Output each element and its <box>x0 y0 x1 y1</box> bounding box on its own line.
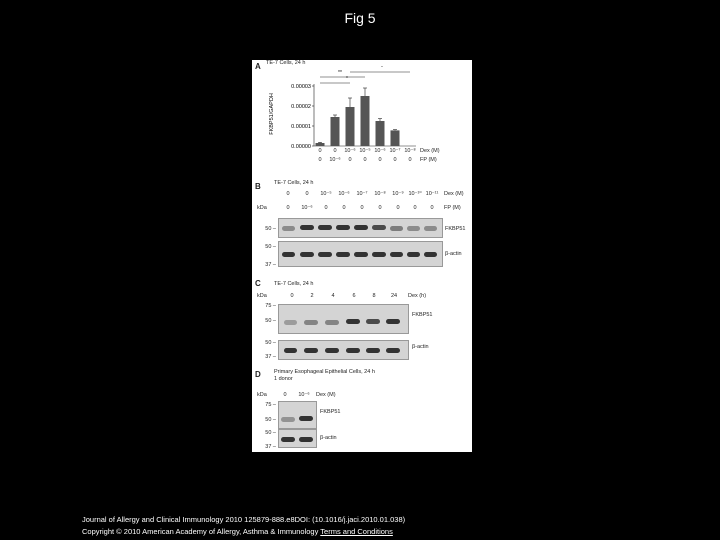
panel-b-subtitle: TE-7 Cells, 24 h <box>274 180 314 186</box>
bar <box>391 130 400 146</box>
bar <box>331 117 340 146</box>
dex-cell: 10⁻⁵ <box>359 148 371 154</box>
mw-marker: 75 – <box>265 402 276 408</box>
mw-marker: 50 – <box>265 226 276 232</box>
dex-label: Dex (M) <box>316 392 336 398</box>
kda-label: kDa <box>257 205 267 211</box>
sig-marker-2: * <box>346 76 348 82</box>
panel-c-dex-row <box>252 293 472 301</box>
panel-a-dex-row <box>252 148 472 156</box>
blot-fkbp51 <box>278 401 317 429</box>
dex-cell: 6 <box>352 293 356 299</box>
dex-cell: 0 <box>305 191 309 197</box>
dex-cell: 10⁻⁸ <box>404 148 416 154</box>
panel-b-fp-row <box>252 205 472 213</box>
panel-a-subtitle: TE-7 Cells, 24 h <box>266 60 306 66</box>
fp-cell: 0 <box>363 157 367 163</box>
copyright-line <box>82 527 393 536</box>
blot-beta-actin <box>278 429 317 448</box>
panel-c-label: C <box>255 279 261 288</box>
terms-link[interactable]: Terms and Conditions <box>320 527 393 536</box>
dex-label: Dex (h) <box>408 293 427 299</box>
panel-d-donor: 1 donor <box>274 376 293 382</box>
panel-b-dex-row <box>252 191 472 199</box>
fp-cell: 0 <box>430 205 434 211</box>
dex-cell: 10⁻⁶ <box>338 191 350 197</box>
bar <box>316 143 325 146</box>
y-tick-label: 0.00002 <box>291 104 311 110</box>
panel-d-label: D <box>255 370 261 379</box>
figure-image <box>252 60 472 452</box>
protein-label: FKBP51 <box>445 226 466 232</box>
dex-cell: 4 <box>331 293 335 299</box>
page-title: Fig 5 <box>344 10 376 26</box>
fp-cell: 10⁻⁶ <box>301 205 313 211</box>
panel-a-fp-row <box>252 157 472 165</box>
sig-marker-3: * <box>381 66 383 71</box>
dex-cell: 10⁻⁷ <box>389 148 401 154</box>
dex-cell: 10⁻¹⁰ <box>408 191 422 197</box>
fp-cell: 0 <box>286 205 290 211</box>
panel-c-subtitle: TE-7 Cells, 24 h <box>274 281 314 287</box>
fp-cell: 0 <box>378 157 382 163</box>
mw-marker: 75 – <box>265 303 276 309</box>
y-axis-label: FKBP51/GAPDH <box>269 93 275 135</box>
dex-cell: 10⁻⁵ <box>320 191 332 197</box>
fp-cell: 0 <box>393 157 397 163</box>
blot-fkbp51 <box>278 218 443 238</box>
dex-label: Dex (M) <box>420 148 440 154</box>
fp-cell: 0 <box>342 205 346 211</box>
mw-marker: 50 – <box>265 430 276 436</box>
panel-d-subtitle: Primary Esophageal Epithelial Cells, 24 h <box>274 369 375 375</box>
fp-cell: 0 <box>396 205 400 211</box>
dex-cell: 10⁻⁶ <box>298 392 310 398</box>
fp-cell: 0 <box>408 157 412 163</box>
kda-label: kDa <box>257 293 267 299</box>
fp-cell: 0 <box>413 205 417 211</box>
panel-b-label: B <box>255 182 261 191</box>
dex-cell: 10⁻⁶ <box>344 148 356 154</box>
mw-marker: 37 – <box>265 262 276 268</box>
mw-marker: 50 – <box>265 244 276 250</box>
dex-cell: 24 <box>390 293 398 299</box>
blot-fkbp51 <box>278 304 409 334</box>
dex-cell: 10⁻⁷ <box>356 191 368 197</box>
protein-label: β-actin <box>412 344 429 350</box>
dex-cell: 0 <box>333 148 337 154</box>
y-tick-label: 0.00003 <box>291 84 311 90</box>
kda-label: kDa <box>257 392 267 398</box>
fp-cell: 0 <box>318 157 322 163</box>
fp-label: FP (M) <box>444 205 461 211</box>
fp-label: FP (M) <box>420 157 437 163</box>
protein-label: β-actin <box>320 435 337 441</box>
mw-marker: 50 – <box>265 318 276 324</box>
fp-cell: 0 <box>324 205 328 211</box>
fp-cell: 10⁻⁶ <box>329 157 341 163</box>
blot-beta-actin <box>278 340 409 360</box>
y-tick-label: 0.00000 <box>291 144 311 150</box>
dex-cell: 0 <box>290 293 294 299</box>
dex-cell: 2 <box>310 293 314 299</box>
protein-label: FKBP51 <box>320 409 341 415</box>
blot-beta-actin <box>278 241 443 267</box>
dex-cell: 0 <box>318 148 322 154</box>
panel-a-label: A <box>255 62 261 71</box>
dex-cell: 0 <box>286 191 290 197</box>
mw-marker: 37 – <box>265 444 276 450</box>
dex-cell: 10⁻⁸ <box>374 191 386 197</box>
panel-d-dex-row <box>252 392 472 400</box>
dex-cell: 10⁻⁹ <box>392 191 404 197</box>
bar <box>376 121 385 146</box>
bar <box>346 107 355 146</box>
dex-cell: 0 <box>283 392 287 398</box>
mw-marker: 50 – <box>265 417 276 423</box>
sig-marker-1: ** <box>338 70 342 76</box>
fp-cell: 0 <box>348 157 352 163</box>
protein-label: β-actin <box>445 251 462 257</box>
mw-marker: 50 – <box>265 340 276 346</box>
dex-cell: 10⁻⁶ <box>374 148 386 154</box>
mw-marker: 37 – <box>265 354 276 360</box>
copyright-text: Copyright © 2010 American Academy of Allergy, Asthma & Immunology <box>82 527 319 536</box>
panel-a-bar-chart <box>252 66 472 156</box>
dex-label: Dex (M) <box>444 191 464 197</box>
y-tick-label: 0.00001 <box>291 124 311 130</box>
citation-line: Journal of Allergy and Clinical Immunology 2010 125879-888.e8DOI: (10.1016/j.jaci.2010.01.038) <box>82 515 406 524</box>
bar <box>361 96 370 146</box>
fp-cell: 0 <box>378 205 382 211</box>
dex-cell: 8 <box>372 293 376 299</box>
dex-cell: 10⁻¹¹ <box>425 191 439 197</box>
fp-cell: 0 <box>360 205 364 211</box>
protein-label: FKBP51 <box>412 312 433 318</box>
